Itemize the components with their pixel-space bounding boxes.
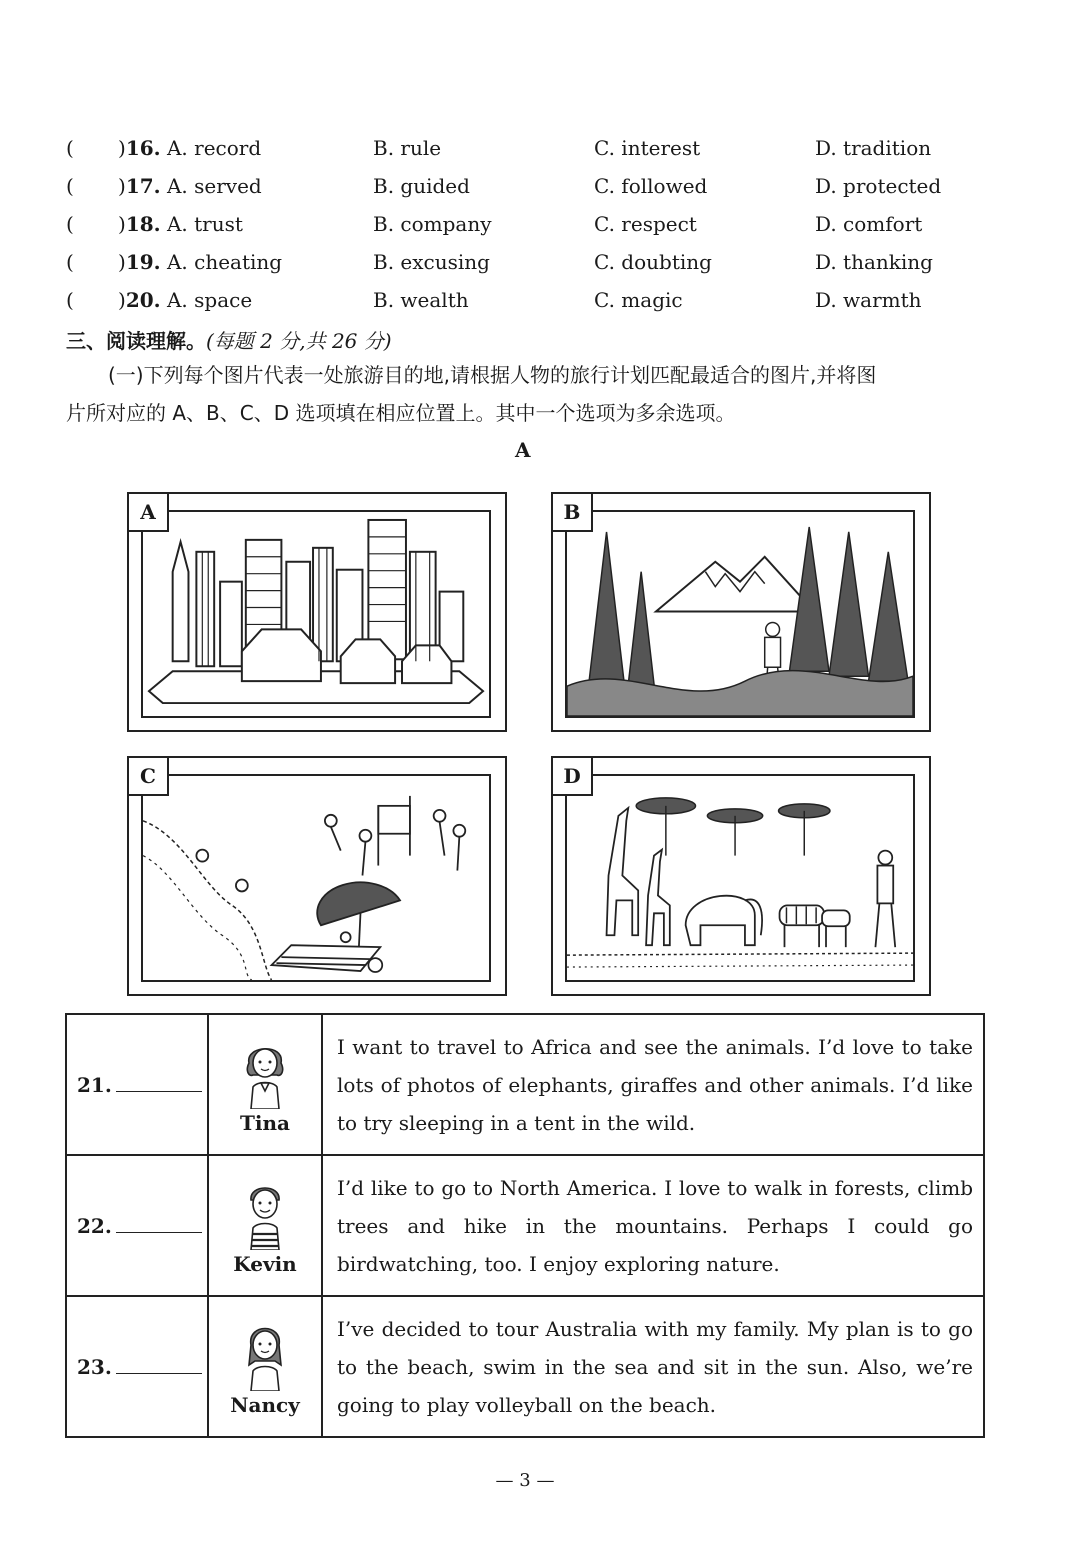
picture-label: A [127,492,169,532]
picture-a [127,492,507,732]
option-c: C. interest [594,136,701,160]
travel-plan-text: I’ve decided to tour Australia with my family. My plan is to go to the beach, swim in the sea and sit in the sun. Also, we’re going to play volleyball on the beach. [322,1296,984,1437]
picture-label: C [127,756,169,796]
person-name: Kevin [233,1251,297,1276]
option-b: B. excusing [373,250,490,274]
option-c: C. doubting [594,250,712,274]
passage-label: A [515,438,531,462]
question-number-and-option-a: )19. A. cheating [118,250,283,274]
picture-c [127,756,507,996]
person-cell [208,1155,322,1296]
person-cell [208,1014,322,1155]
option-d: D. thanking [815,250,933,274]
option-d: D. comfort [815,212,923,236]
question-number-and-option-a: )20. A. space [118,288,253,312]
answer-cell [66,1296,208,1437]
option-c: C. followed [594,174,708,198]
answer-paren[interactable]: ( [66,136,74,160]
option-c: C. respect [594,212,697,236]
girl-avatar-icon [237,1035,293,1109]
picture-b [551,492,931,732]
question-row [0,212,1080,248]
travel-plan-text: I want to travel to Africa and see the animals. I’d love to take lots of photos of elephants, giraffes and other animals. I’d like to try sleeping in a tent in the wild. [322,1014,984,1155]
picture-label: B [551,492,593,532]
question-number-and-option-a: )18. A. trust [118,212,243,236]
option-d: D. warmth [815,288,922,312]
option-b: B. wealth [373,288,469,312]
beach-volleyball-icon [143,776,489,980]
answer-blank[interactable] [116,1355,202,1374]
answer-blank[interactable] [116,1073,202,1092]
answer-paren[interactable]: ( [66,212,74,236]
option-b: B. guided [373,174,470,198]
question-row [0,136,1080,172]
answer-blank[interactable] [116,1214,202,1233]
option-d: D. tradition [815,136,932,160]
section-title: 三、阅读理解。(每题 2 分,共 26 分) [66,329,392,353]
picture-label: D [551,756,593,796]
answer-cell [66,1014,208,1155]
question-number: 23. [77,1354,112,1379]
question-number: 22. [77,1213,112,1238]
forest-mountain-icon [567,512,913,716]
african-savanna-icon [567,776,913,980]
answer-cell [66,1155,208,1296]
person-name: Tina [240,1110,290,1135]
answer-paren[interactable]: ( [66,288,74,312]
table-row [66,1014,984,1155]
table-row [66,1296,984,1437]
question-row [0,250,1080,286]
answer-paren[interactable]: ( [66,174,74,198]
travel-plan-text: I’d like to go to North America. I love to walk in forests, climb trees and hike in the mountains. Perhaps I could go birdwatching, too. I enjoy exploring nature. [322,1155,984,1296]
option-c: C. magic [594,288,683,312]
question-row [0,174,1080,210]
table-row [66,1155,984,1296]
boy-avatar-icon [237,1176,293,1250]
option-b: B. rule [373,136,442,160]
question-number-and-option-a: )16. A. record [118,136,262,160]
question-number-and-option-a: )17. A. served [118,174,262,198]
option-b: B. company [373,212,492,236]
person-name: Nancy [230,1392,300,1417]
matching-table [65,1013,985,1438]
person-cell [208,1296,322,1437]
question-row [0,288,1080,324]
page-number: — 3 — [495,1470,555,1491]
section-score-note: (每题 2 分,共 26 分) [206,329,392,353]
option-d: D. protected [815,174,942,198]
question-number: 21. [77,1072,112,1097]
girl-avatar-icon [237,1317,293,1391]
answer-paren[interactable]: ( [66,250,74,274]
section-instruction: (一)下列每个图片代表一处旅游目的地,请根据人物的旅行计划匹配最适合的图片,并将图 片所对应的 A、B、C、D 选项填在相应位置上。其中一个选项为多余选项。 [66,363,877,425]
picture-d [551,756,931,996]
city-skyline-icon [143,512,489,716]
